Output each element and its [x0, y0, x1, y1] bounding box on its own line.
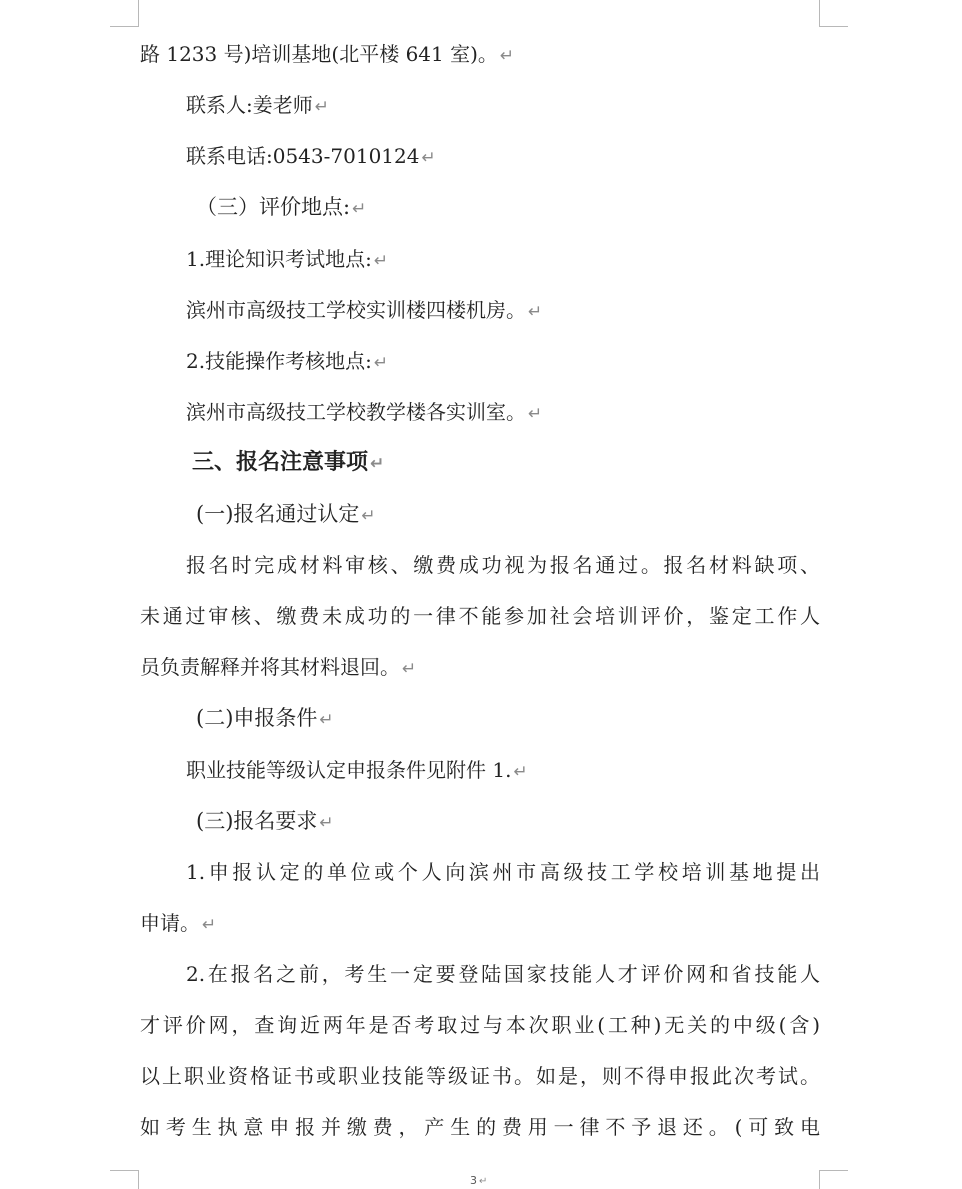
- paragraph-mark-icon: ↵: [319, 710, 334, 730]
- text-line: 以上职业资格证书或职业技能等级证书。如是，则不得申报此次考试。: [140, 1064, 820, 1088]
- paragraph-mark-icon: ↵: [373, 353, 389, 373]
- section-heading: （三）评价地点: ↵: [196, 195, 367, 219]
- text-line: 1.理论知识考试地点: ↵: [186, 247, 389, 271]
- text-line: 2.技能操作考核地点: ↵: [186, 349, 389, 373]
- margin-corner-top-right: [819, 0, 848, 27]
- paragraph-mark-icon: ↵: [528, 404, 543, 424]
- paragraph-mark-icon: ↵: [314, 97, 329, 117]
- contact-person: 联系人:姜老师 ↵: [186, 93, 329, 117]
- text-line: 滨州市高级技工学校实训楼四楼机房。 ↵: [186, 298, 543, 322]
- section-heading: (二)申报条件 ↵: [196, 706, 334, 730]
- paragraph-mark-icon: ↵: [352, 199, 367, 219]
- page-number: 3 ↵: [470, 1174, 488, 1187]
- margin-corner-bottom-right: [819, 1170, 848, 1189]
- paragraph-mark-icon: ↵: [513, 762, 528, 782]
- section-heading: (一)报名通过认定 ↵: [196, 502, 376, 526]
- paragraph-mark-icon: ↵: [361, 506, 376, 526]
- paragraph-mark-icon: ↵: [373, 251, 389, 271]
- text-line: 员负责解释并将其材料退回。 ↵: [140, 655, 417, 679]
- margin-corner-top-left: [110, 0, 139, 27]
- text-line: 申请。 ↵: [140, 911, 217, 935]
- text-line: 1.申报认定的单位或个人向滨州市高级技工学校培训基地提出: [186, 860, 820, 884]
- paragraph-mark-icon: ↵: [479, 1176, 488, 1187]
- text-line: 如考生执意申报并缴费，产生的费用一律不予退还。(可致电: [140, 1115, 820, 1139]
- section-heading: (三)报名要求 ↵: [196, 809, 334, 833]
- paragraph-mark-icon: ↵: [319, 813, 334, 833]
- paragraph-mark-icon: ↵: [370, 454, 385, 474]
- margin-corner-bottom-left: [110, 1170, 139, 1189]
- text-line: 2.在报名之前，考生一定要登陆国家技能人才评价网和省技能人: [186, 962, 820, 986]
- paragraph-mark-icon: ↵: [421, 148, 436, 168]
- paragraph-mark-icon: ↵: [499, 46, 515, 66]
- contact-phone: 联系电话:0543-7010124 ↵: [186, 144, 436, 168]
- text-line: 未通过审核、缴费未成功的一律不能参加社会培训评价，鉴定工作人: [140, 604, 820, 628]
- text-line: 路 1233 号)培训基地(北平楼 641 室)。 ↵: [140, 42, 515, 66]
- text-line: 报名时完成材料审核、缴费成功视为报名通过。报名材料缺项、: [186, 553, 820, 577]
- text-line: 职业技能等级认定申报条件见附件 1. ↵: [186, 758, 528, 782]
- paragraph-mark-icon: ↵: [528, 302, 543, 322]
- paragraph-mark-icon: ↵: [402, 659, 417, 679]
- chapter-heading: 三、报名注意事项 ↵: [192, 450, 385, 475]
- text-line: 滨州市高级技工学校教学楼各实训室。 ↵: [186, 400, 543, 424]
- paragraph-mark-icon: ↵: [202, 915, 217, 935]
- text-line: 才评价网，查询近两年是否考取过与本次职业(工种)无关的中级(含): [140, 1013, 820, 1037]
